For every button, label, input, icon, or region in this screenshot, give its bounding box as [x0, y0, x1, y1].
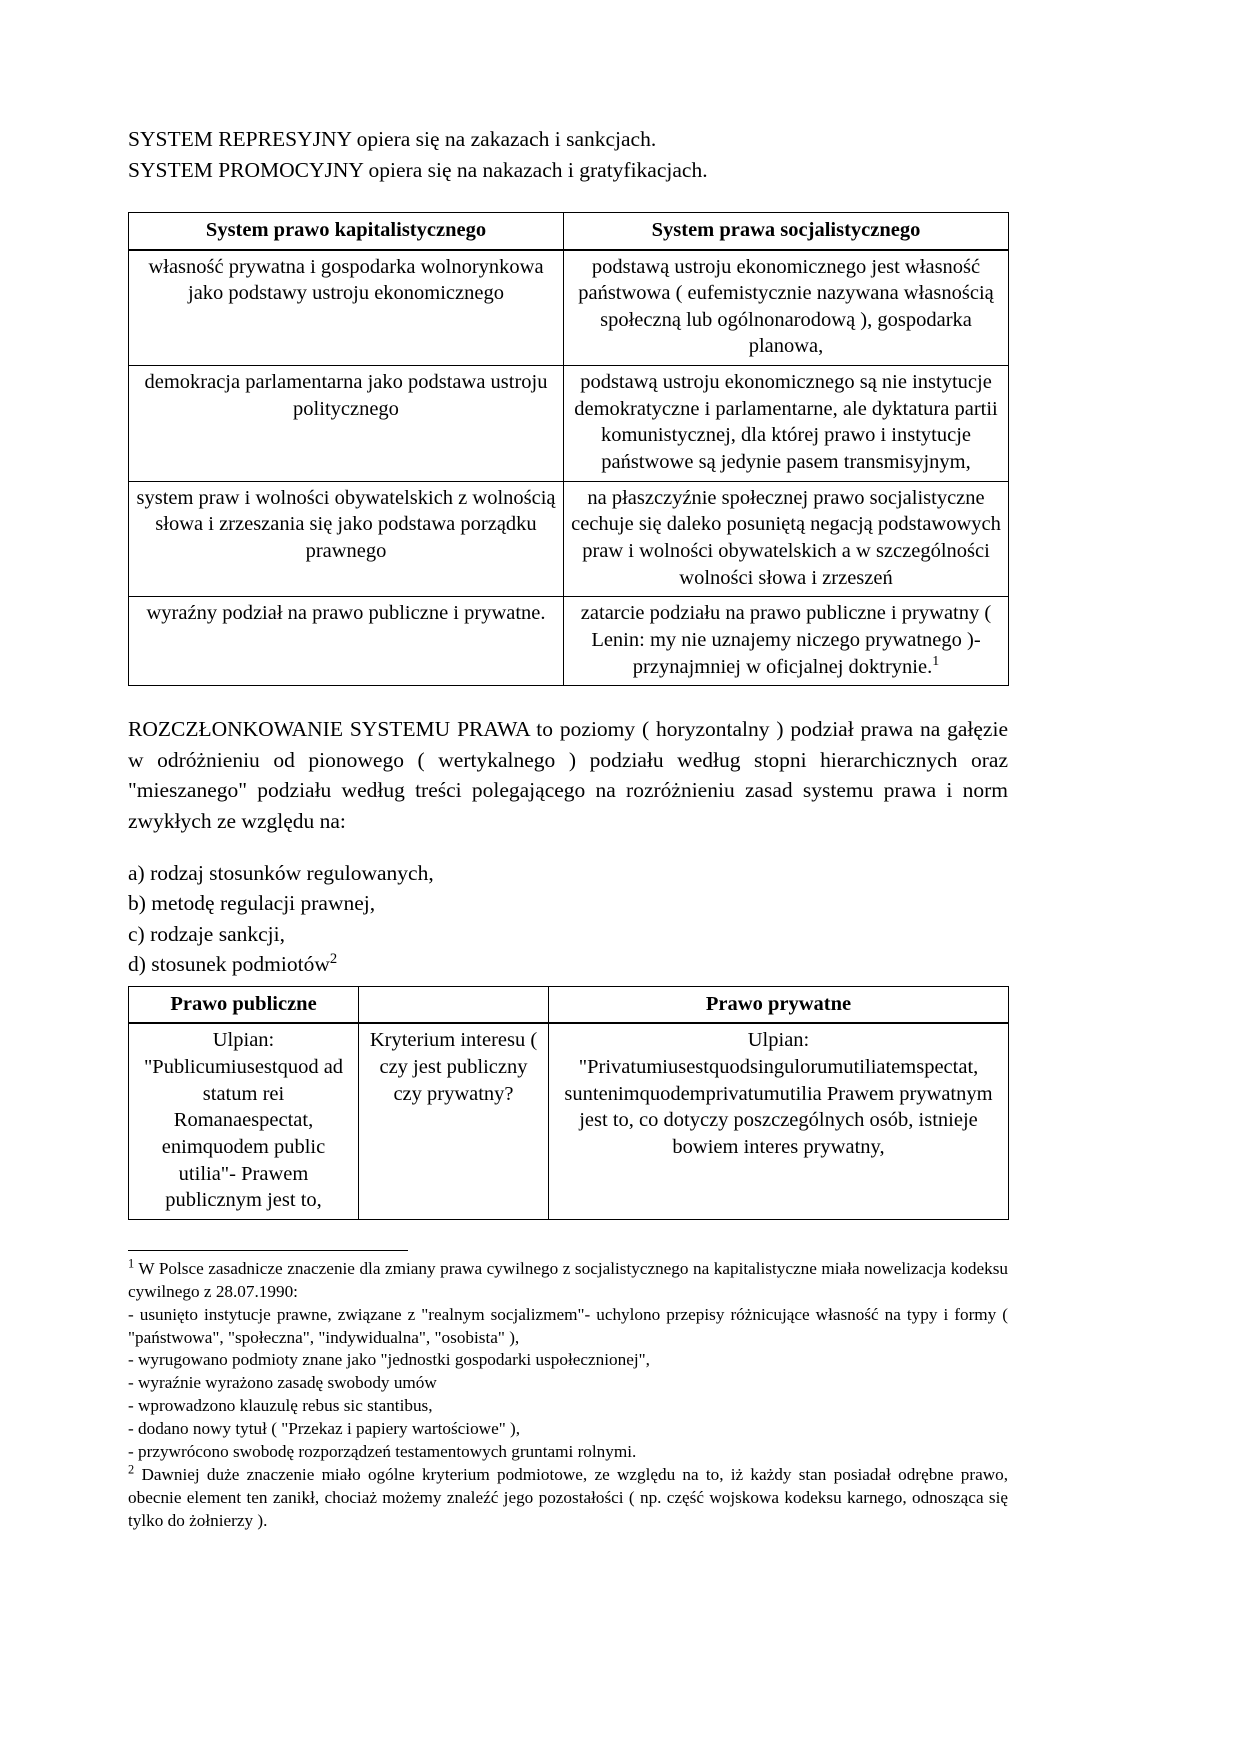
comparison-table-public-private — [128, 986, 1009, 1220]
footnote-bullet-2: - wyrugowano podmioty znane jako "jednostki gospodarki uspołecznionej", — [128, 1350, 650, 1370]
footnote-ref-1: 1 — [932, 653, 940, 669]
table1-cell-left-3: system praw i wolności obywatelskich z wolnością słowa i zrzeszania się jako podstawa porządku prawnego — [129, 481, 564, 597]
document-page — [128, 0, 1008, 1532]
footnote-bullet-6: - przywrócono swobodę rozporządzeń testamentowych gruntami rolnymi. — [128, 1441, 637, 1461]
footnote-2 — [128, 1464, 1008, 1533]
list-item-label: a) rodzaj stosunków regulowanych, — [128, 860, 434, 885]
table2-header-public: Prawo publiczne — [129, 986, 359, 1023]
footnote-separator — [128, 1250, 408, 1251]
footnote-bullet-4: - wprowadzono klauzulę rebus sic stantibus, — [128, 1396, 433, 1416]
table2-header-blank — [359, 986, 549, 1023]
paragraph-rozczlonkowanie: ROZCZŁONKOWANIE SYSTEMU PRAWA to poziomy ( horyzontalny ) podział prawa na gałęzie w odróżnieniu od pionowego ( wertykalnego ) podziału według stopni hierarchicznych oraz "mieszanego" podziału według treści polegającego na rozróżnieniu zasad systemu prawa i norm zwykłych ze względu na: — [128, 717, 1008, 833]
footnote-ref-2: 2 — [329, 951, 338, 968]
table1-cell-right-4-text: zatarcie podziału na prawo publiczne i prywatny ( Lenin: my nie uznajemy niczego prywatnego )- przynajmniej w oficjalnej doktrynie. — [580, 602, 992, 678]
table1-cell-left-1: własność prywatna i gospodarka wolnorynkowa jako podstawy ustroju ekonomicznego — [129, 250, 564, 366]
footnote-2-marker: 2 — [128, 1462, 135, 1477]
list-item — [128, 858, 1008, 889]
table2-cell-ulpian-private: Ulpian: "Privatumiusestquodsingulorumutiliatemspectat, suntenimquodemprivatumutilia Prawem prywatnym jest to, co dotyczy poszczególnych osób, istnieje bowiem interes prywatny, — [549, 1023, 1009, 1219]
intro-block — [128, 124, 1008, 186]
list-item — [128, 919, 1008, 950]
table1-header-capitalist: System prawo kapitalistycznego — [129, 212, 564, 249]
criteria-list — [128, 858, 1008, 980]
intro-line-repressive: SYSTEM REPRESYJNY opiera się na zakazach i sankcjach. — [128, 127, 657, 151]
footnote-1 — [128, 1258, 1008, 1304]
table-row — [129, 481, 1009, 597]
table-header-row — [129, 212, 1009, 249]
table1-cell-right-2: podstawą ustroju ekonomicznego są nie instytucje demokratyczne i parlamentarne, ale dyktatura partii komunistycznej, dla której prawo i instytucje państwowe są jedynie pasem transmisyjnym, — [564, 366, 1009, 482]
footnote-bullet-3: - wyraźnie wyrażono zasadę swobody umów — [128, 1373, 437, 1393]
list-item — [128, 888, 1008, 919]
footnote-2-text: Dawniej duże znaczenie miało ogólne kryterium podmiotowe, ze względu na to, iż każdy stan posiadał odrębne prawo, obecnie element ten zanikł, chociaż możemy znaleźć jego pozostałości ( np. część wojskowa kodeksu karnego, odnosząca się tylko do żołnierzy ). — [128, 1464, 1009, 1530]
list-item-label: b) metodę regulacji prawnej, — [128, 891, 376, 916]
list-item-label: c) rodzaje sankcji, — [128, 921, 285, 946]
list-item — [128, 949, 1008, 980]
table1-cell-left-2: demokracja parlamentarna jako podstawa ustroju politycznego — [129, 366, 564, 482]
table2-cell-ulpian-public: Ulpian: "Publicumiusestquod ad statum rei Romanaespectat, enimquodem public utilia"- Prawem publicznym jest to, — [129, 1023, 359, 1219]
table2-header-private: Prawo prywatne — [549, 986, 1009, 1023]
comparison-table-systems — [128, 212, 1009, 686]
footnote-1-marker: 1 — [128, 1256, 135, 1271]
table1-header-socialist: System prawa socjalistycznego — [564, 212, 1009, 249]
table1-cell-right-4 — [564, 597, 1009, 686]
footnote-1-text: W Polsce zasadnicze znaczenie dla zmiany prawa cywilnego z socjalistycznego na kapitalistyczne miała nowelizacja kodeksu cywilnego z 28.07.1990: — [128, 1258, 1008, 1301]
footnote-bullet-5: - dodano nowy tytuł ( "Przekaz i papiery wartościowe" ), — [128, 1419, 521, 1439]
footnote-area — [128, 1250, 1008, 1533]
footnote-bullet-1: - usunięto instytucje prawne, związane z "realnym socjalizmem"- uchylono przepisy różnicujące własność na typy i formy ( "państwowa", "społeczna", "indywidualna", "osobista" ), — [128, 1304, 1008, 1347]
table-row — [129, 1023, 1009, 1219]
table-row — [129, 250, 1009, 366]
table2-cell-criterion: Kryterium interesu ( czy jest publiczny czy prywatny? — [359, 1023, 549, 1219]
intro-line-promotional: SYSTEM PROMOCYJNY opiera się na nakazach i gratyfikacjach. — [128, 157, 708, 182]
table-row — [129, 597, 1009, 686]
table-row — [129, 366, 1009, 482]
table1-cell-right-3: na płaszczyźnie społecznej prawo socjalistyczne cechuje się daleko posuniętą negacją podstawowych praw i wolności obywatelskich a w szczególności wolności słowa i zrzeszeń — [564, 481, 1009, 597]
table1-cell-right-1: podstawą ustroju ekonomicznego jest własność państwowa ( eufemistycznie nazywana własnością społeczną lub ogólnonarodową ), gospodarka planowa, — [564, 250, 1009, 366]
list-item-label: d) stosunek podmiotów — [128, 952, 330, 977]
table-header-row — [129, 986, 1009, 1023]
table1-cell-left-4: wyraźny podział na prawo publiczne i prywatne. — [129, 597, 564, 686]
